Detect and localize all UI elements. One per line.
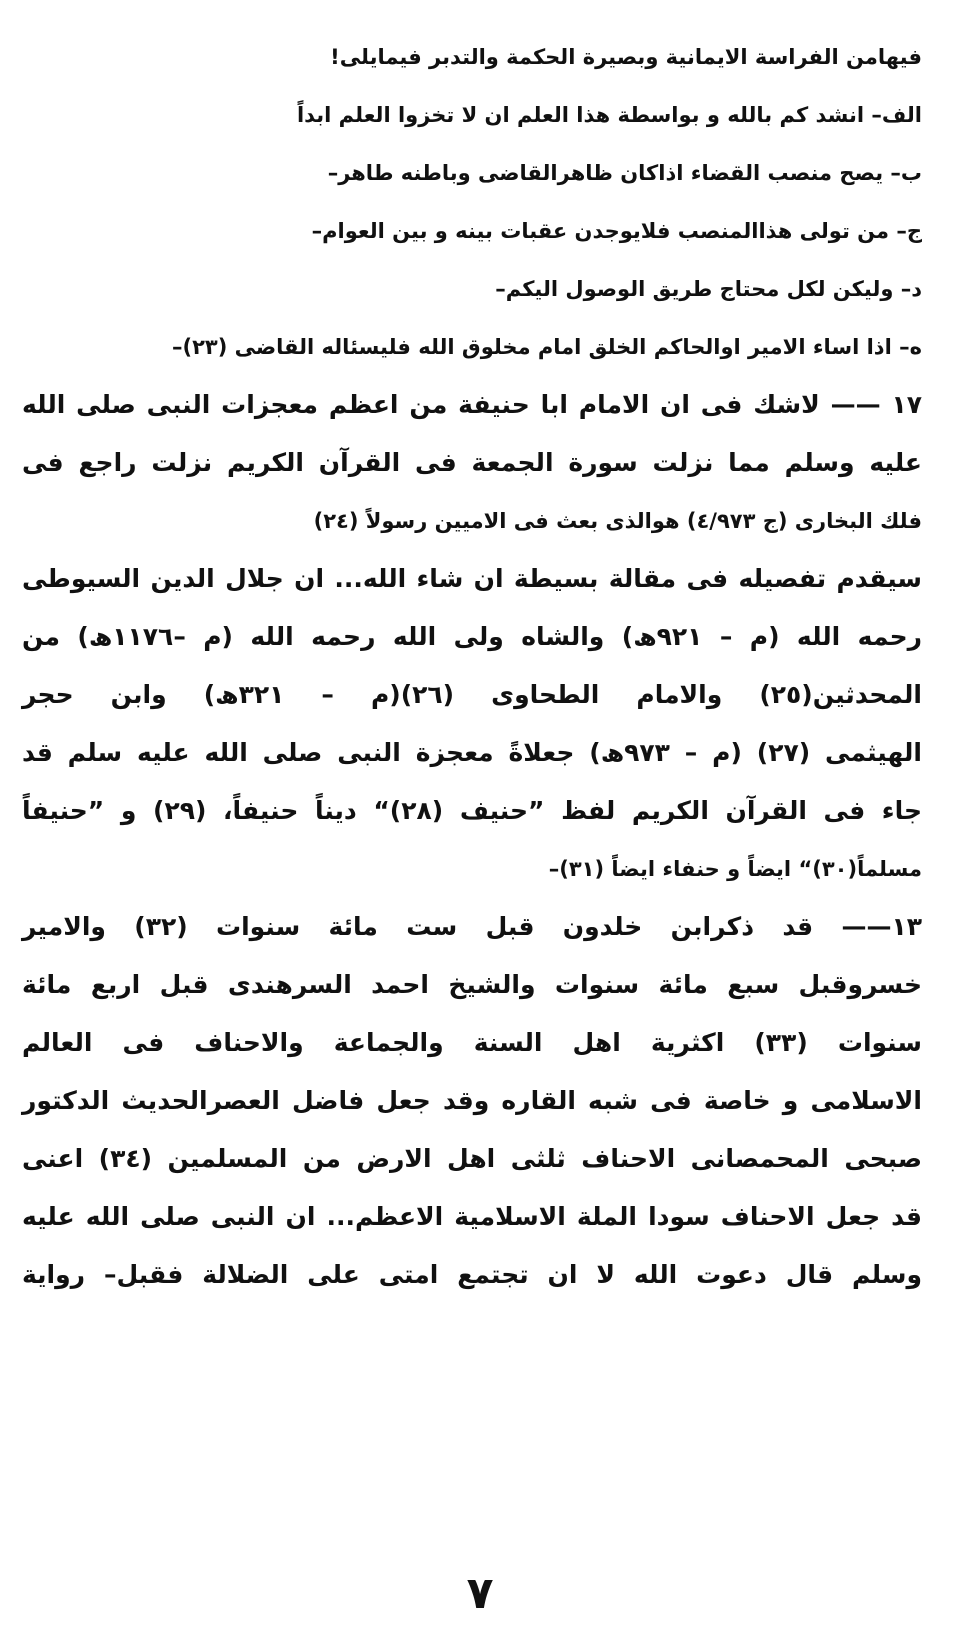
page-number: ٧ xyxy=(466,1568,494,1619)
text-line: د– وليكن لكل محتاج طريق الوصول اليكم– xyxy=(495,277,922,301)
text-line: الاسلامى و خاصة فى شبه القاره وقد جعل فاضل العصرالحديث الدكتور xyxy=(22,1086,922,1115)
text-line: ١٣—— قد ذكرابن خلدون قبل ست مائة سنوات (٣٢) والامير xyxy=(22,912,923,941)
text-line: ج– من تولى هذاالمنصب فلايوجدن عقبات بينه و بين العوام– xyxy=(311,219,922,243)
text-line: رحمه الله (م – ٩٢١ھ) والشاه ولى الله رحمه الله (م –١١٧٦ھ) من xyxy=(22,622,922,651)
text-line: مسلماً(٣٠)“ ايضاً و حنفاء ايضاً (٣١)– xyxy=(548,857,922,881)
text-line: ب– يصح منصب القضاء اذاكان ظاهرالقاضى وباطنه طاهر– xyxy=(327,161,922,185)
body-text xyxy=(22,28,922,1304)
text-line: وسلم قال دعوت الله لا ان تجتمع امتى على الضلالة فقبل– رواية xyxy=(22,1260,922,1289)
text-line: الف– انشد كم بالله و بواسطة هذا العلم ان لا تخزوا العلم ابداً xyxy=(296,103,922,127)
text-line: سيقدم تفصيله فى مقالة بسيطة ان شاء الله... ان جلال الدين السيوطى xyxy=(22,564,922,593)
text-line: عليه وسلم مما نزلت سورة الجمعة فى القرآن الكريم نزلت راجع فى xyxy=(22,448,922,477)
text-line: ١٧ —— لاشك فى ان الامام ابا حنيفة من اعظم معجزات النبى صلى الله xyxy=(22,390,922,419)
text-line: ه– اذا اساء الامير اوالحاكم الخلق امام مخلوق الله فليسئاله القاضى (٢٣)– xyxy=(171,335,922,359)
text-line: سنوات (٣٣) اكثرية اهل السنة والجماعة والاحناف فى العالم xyxy=(22,1028,922,1057)
text-line: الهيثمى (٢٧) (م – ٩٧٣ھ) جعلاةً معجزة النبى صلى الله عليه سلم قد xyxy=(22,738,922,767)
text-line: صبحى المحمصانى الاحناف ثلثى اهل الارض من المسلمين (٣٤) اعنى xyxy=(22,1144,923,1173)
text-line: فيهامن الفراسة الايمانية وبصيرة الحكمة والتدبر فيمايلى! xyxy=(330,45,922,69)
text-line: خسروقبل سبع مائة سنوات والشيخ احمد السرهندى قبل اربع مائة xyxy=(22,970,922,999)
text-line: قد جعل الاحناف سودا الملة الاسلامية الاعظم... ان النبى صلى الله عليه xyxy=(22,1202,922,1231)
text-line: فلك البخارى (ج ٤/٩٧٣) هوالذى بعث فى الاميين رسولاً (٢٤) xyxy=(313,509,922,533)
text-line: جاء فى القرآن الكريم لفظ ”حنيف (٢٨)“ ديناً حنيفاً، (٢٩) و ”حنيفاً xyxy=(22,796,922,825)
text-line: المحدثين(٢٥) والامام الطحاوى (٢٦)(م – ٣٢١ھ) وابن حجر xyxy=(22,680,922,709)
